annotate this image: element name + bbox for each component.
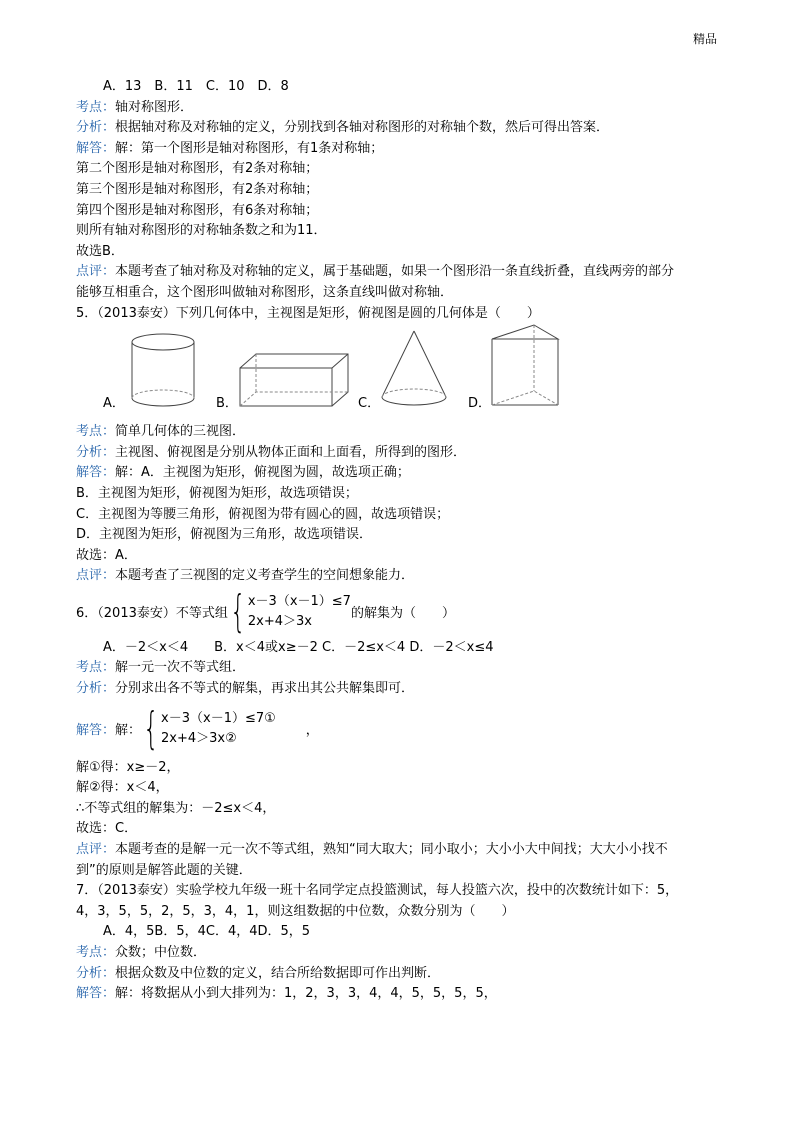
kaodian-text: 解一元一次不等式组． [115, 660, 246, 676]
jieda-label: 解答： [76, 986, 116, 1002]
jieda-label: 解答： [76, 465, 116, 481]
q4-options: A．13 B．11 C．10 D．8 [103, 79, 289, 94]
kaodian-label: 考点： [76, 424, 116, 440]
q5-kaodian [76, 422, 726, 443]
dianping-text: 本题考查的是解一元一次不等式组，熟知“同大取大；同小取小；大小小大中间找；大大小小找不 [115, 842, 668, 858]
kaodian-label: 考点： [76, 99, 116, 115]
q6-jieda [76, 704, 726, 754]
q6-dianping-cont: 到”的原则是解答此题的关键． [76, 862, 252, 878]
dianping-text: 本题考查了三视图的定义考查学生的空间想象能力． [115, 568, 415, 584]
q6-line: ∴不等式组的解集为：－2≤x＜4， [76, 800, 276, 816]
q6-dianping [76, 840, 726, 861]
kaodian-text: 简单几何体的三视图． [115, 424, 246, 440]
triangular-prism-figure [488, 321, 564, 411]
q5-dianping [76, 566, 726, 587]
option-c-label: C． [358, 396, 381, 412]
fenxi-text: 根据众数及中位数的定义，结合所给数据即可作出判断． [115, 965, 441, 981]
q5-line: D．主视图为矩形，俯视图为三角形，故选项错误． [76, 527, 373, 543]
dianping-text: 本题考查了轴对称及对称轴的定义，属于基础题，如果一个图形沿一条直线折叠，直线两旁的部分 [115, 264, 675, 280]
q5-figures [76, 324, 726, 422]
jieda-label: 解答： [76, 140, 116, 156]
q6-question-post: 的解集为（ ） [350, 606, 455, 622]
inequality-system [141, 702, 276, 754]
inequality-row: x－3（x－1）≤7 [247, 593, 351, 609]
inequality-row: 2x+4＞3x② [161, 730, 237, 746]
fenxi-text: 根据轴对称及对称轴的定义，分别找到各轴对称图形的对称轴个数，然后可得出答案． [115, 120, 610, 136]
fenxi-label: 分析： [76, 444, 116, 460]
q7-fenxi [76, 964, 726, 985]
q4-line: 第四个图形是轴对称图形，有6条对称轴； [76, 202, 319, 218]
dianping-label: 点评： [76, 568, 116, 584]
q4-dianping [76, 262, 726, 283]
option-d-label: D． [468, 396, 492, 412]
brace-symbol: { [230, 585, 246, 637]
q4-line: 第三个图形是轴对称图形，有2条对称轴； [76, 181, 319, 197]
q7-question: 7．（2013泰安）实验学校九年级一班十名同学定点投篮测试，每人投篮六次，投中的次数统计如下：5， [76, 883, 679, 899]
q5-line: 故选：A． [76, 547, 137, 563]
jieda-text: 解：第一个图形是轴对称图形，有1条对称轴； [115, 140, 384, 156]
kaodian-text: 轴对称图形． [115, 99, 194, 115]
q6-line: 故选：C． [76, 821, 138, 837]
inequality-system [228, 585, 351, 637]
q5-line: B．主视图为矩形，俯视图为矩形，故选项错误； [76, 485, 358, 501]
q7-options: A．4，5B．5，4C．4，4D．5，5 [103, 924, 311, 940]
q6-question [76, 585, 726, 637]
cuboid-figure [236, 350, 356, 410]
kaodian-label: 考点： [76, 660, 116, 676]
q7-kaodian [76, 943, 726, 964]
jieda-pre: 解： [115, 723, 142, 739]
q4-kaodian [76, 98, 726, 119]
q4-dianping-cont: 能够互相重合，这个图形叫做轴对称图形，这条直线叫做对称轴． [76, 284, 454, 300]
q5-line: C．主视图为等腰三角形，俯视图为带有圆心的圆，故选项错误； [76, 506, 450, 522]
fenxi-label: 分析： [76, 965, 116, 981]
q4-line: 则所有轴对称图形的对称轴条数之和为11． [76, 223, 327, 239]
q4-jieda [76, 139, 726, 160]
cone-figure [376, 327, 452, 411]
fenxi-label: 分析： [76, 681, 116, 697]
jieda-text: 解：A．主视图为矩形，俯视图为圆，故选项正确； [115, 465, 410, 481]
jieda-post: ， [305, 723, 319, 739]
option-a-label: A． [103, 396, 125, 412]
q6-line: 解①得：x≥－2， [76, 759, 180, 775]
dianping-label: 点评： [76, 264, 116, 280]
q5-fenxi [76, 443, 726, 464]
fenxi-text: 分别求出各不等式的解集，再求出其公共解集即可． [115, 681, 415, 697]
q4-line: 第二个图形是轴对称图形，有2条对称轴； [76, 161, 319, 177]
q7-question-cont: 4，3，5，5，2，5，3，4，1，则这组数据的中位数，众数分别为（ ） [76, 903, 515, 919]
kaodian-label: 考点： [76, 945, 116, 960]
jieda-label: 解答： [76, 723, 116, 739]
inequality-row: 2x+4＞3x [247, 613, 312, 629]
q6-line: 解②得：x＜4， [76, 780, 169, 796]
page-header: 精品 [693, 32, 718, 46]
q5-question: 5．（2013泰安）下列几何体中，主视图是矩形，俯视图是圆的几何体是（ ） [76, 305, 540, 321]
q5-jieda [76, 463, 726, 484]
q6-kaodian [76, 658, 726, 679]
jieda-text: 解：将数据从小到大排列为：1，2，3，3，4，4，5，5，5，5， [115, 986, 497, 1002]
cylinder-figure [128, 332, 198, 410]
document-body [76, 77, 726, 1005]
q6-options: A．－2＜x＜4 B．x＜4或x≥－2 C．－2≤x＜4 D．－2＜x≤4 [103, 639, 494, 655]
q6-fenxi [76, 679, 726, 700]
q4-fenxi [76, 118, 726, 139]
inequality-row: x－3（x－1）≤7① [161, 710, 276, 726]
fenxi-label: 分析： [76, 120, 116, 136]
fenxi-text: 主视图、俯视图是分别从物体正面和上面看，所得到的图形． [115, 444, 467, 460]
option-b-label: B． [216, 396, 238, 412]
q7-jieda [76, 984, 726, 1005]
q4-line: 故选B． [76, 243, 124, 259]
brace-symbol: { [143, 702, 159, 754]
kaodian-text: 众数；中位数． [115, 945, 207, 960]
q6-question-pre: 6．（2013泰安）不等式组 [76, 606, 228, 622]
dianping-label: 点评： [76, 842, 116, 858]
